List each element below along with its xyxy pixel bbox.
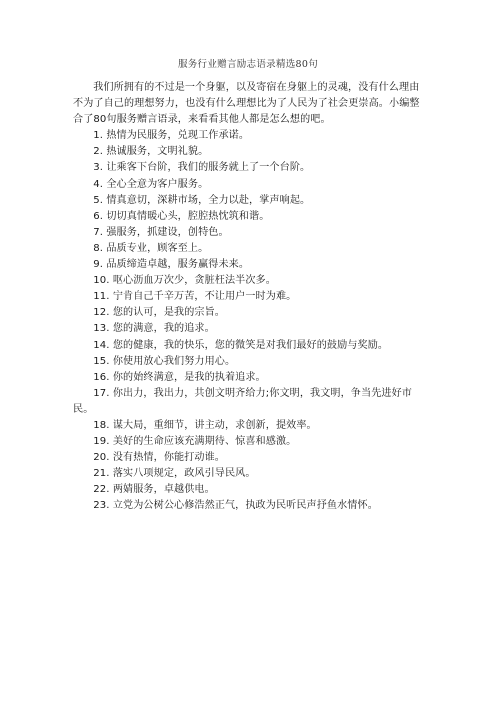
list-item: 8. 品质专业，顾客至上。 [93,242,209,254]
list-item: 6. 切切真情暖心头，腔腔热忱筑和谐。 [93,210,270,222]
document-body [73,80,425,515]
list-item: 21. 落实八项规定，政风引导民风。 [93,468,256,480]
list-item: 15. 你使用放心我们努力用心。 [93,355,236,367]
intro-paragraph: 我们所拥有的不过是一个身躯，以及寄宿在身躯上的灵魂，没有什么理由不为了自己的理想努力，也没有什么理想比为了人民为了社会更崇高。小编整合了80句服务赠言语录，来看看其他人都是怎么想的吧。 [73,82,420,126]
list-item: 10. 呕心沥血万次少，贪脏枉法半次多。 [93,275,276,287]
list-item: 1. 热情为民服务，兑现工作承诺。 [93,130,250,142]
list-item: 9. 品质缔造卓越，服务赢得未来。 [93,259,250,271]
list-item: 4. 全心全意为客户服务。 [93,178,209,190]
list-item: 2. 热诚服务，文明礼貌。 [93,146,209,158]
list-item: 12. 您的认可，是我的宗旨。 [93,307,225,319]
list-item: 14. 您的健康，我的快乐，您的微笑是对我们最好的鼓励与奖励。 [93,339,389,351]
list-item: 5. 情真意切，深耕市场，全力以赴，掌声响起。 [93,194,311,206]
quote-list [73,128,425,514]
list-item: 20. 没有热情，你能打动谁。 [93,452,225,464]
list-item: 22. 两婧服务，卓越供电。 [93,484,215,496]
list-item: 13. 您的满意，我的追求。 [93,323,215,335]
list-item: 11. 宁肯自己千辛万苦，不让用户一时为难。 [93,291,297,303]
list-item: 7. 强服务，抓建设，创特色。 [93,226,229,238]
list-item: 3. 让乘客下台阶，我们的服务就上了一个台阶。 [93,162,311,174]
list-item: 19. 美好的生命应该充满期待、惊喜和感激。 [93,436,297,448]
list-item: 16. 你的始终满意，是我的执着追求。 [93,371,266,383]
document-title: 服务行业赠言励志语录精选80句 [177,59,319,70]
list-item: 17. 你出力，我出力，共创文明齐给力;你文明，我文明，争当先进好市民。 [73,387,412,415]
list-item: 23. 立党为公树公心修浩然正气，执政为民听民声抒鱼水情怀。 [93,500,378,512]
list-item: 18. 谋大局，重细节，讲主动，求创新，提效率。 [93,419,317,431]
